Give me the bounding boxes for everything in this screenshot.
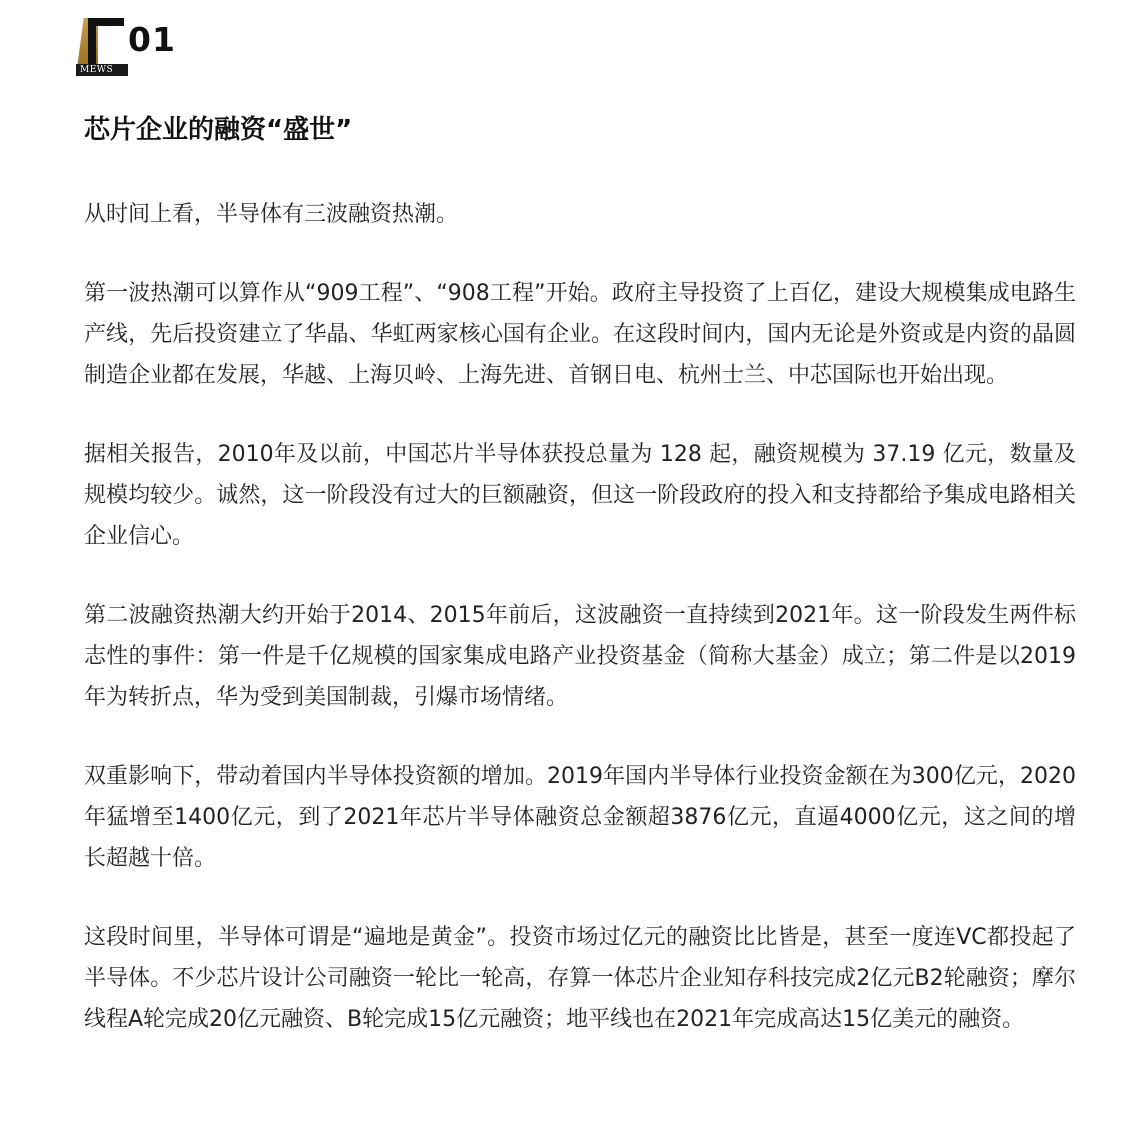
- section-number: 01: [128, 20, 176, 59]
- article-body: [84, 194, 1076, 1078]
- paragraph-first-wave: 第一波热潮可以算作从“909工程”、“908工程”开始。政府主导投资了上百亿，建设大规模集成电路生产线，先后投资建立了华晶、华虹两家核心国有企业。在这段时间内，国内无论是外资或是内资的晶圆制造企业都在发展，华越、上海贝岭、上海先进、首钢日电、杭州士兰、中芯国际也开始出现。: [84, 281, 1076, 388]
- badge-logo-label: MEWS: [76, 64, 128, 76]
- paragraph-report: 据相关报告，2010年及以前，中国芯片半导体获投总量为 128 起，融资规模为 37.19 亿元，数量及规模均较少。诚然，这一阶段没有过大的巨额融资，但这一阶段政府的投入和支持都给予集成电路相关企业信心。: [84, 442, 1076, 549]
- paragraph-second-wave: 第二波融资热潮大约开始于2014、2015年前后，这波融资一直持续到2021年。这一阶段发生两件标志性的事件：第一件是千亿规模的国家集成电路产业投资基金（简称大基金）成立；第二件是以2019年为转折点，华为受到美国制裁，引爆市场情绪。: [84, 603, 1076, 710]
- paragraph-investment-growth: 双重影响下，带动着国内半导体投资额的增加。2019年国内半导体行业投资金额在为300亿元，2020年猛增至1400亿元，到了2021年芯片半导体融资总金额超3876亿元，直逼4000亿元，这之间的增长超越十倍。: [84, 764, 1076, 871]
- paragraph-gold-rush: 这段时间里，半导体可谓是“遍地是黄金”。投资市场过亿元的融资比比皆是，甚至一度连VC都投起了半导体。不少芯片设计公司融资一轮比一轮高，存算一体芯片企业知存科技完成2亿元B2轮融资；摩尔线程A轮完成20亿元融资、B轮完成15亿元融资；地平线也在2021年完成高达15亿美元的融资。: [84, 925, 1076, 1032]
- section-number-badge: [76, 12, 186, 75]
- badge-bracket-mark: [88, 18, 124, 70]
- paragraph-intro: 从时间上看，半导体有三波融资热潮。: [84, 202, 459, 227]
- section-title: 芯片企业的融资“盛世”: [84, 115, 353, 145]
